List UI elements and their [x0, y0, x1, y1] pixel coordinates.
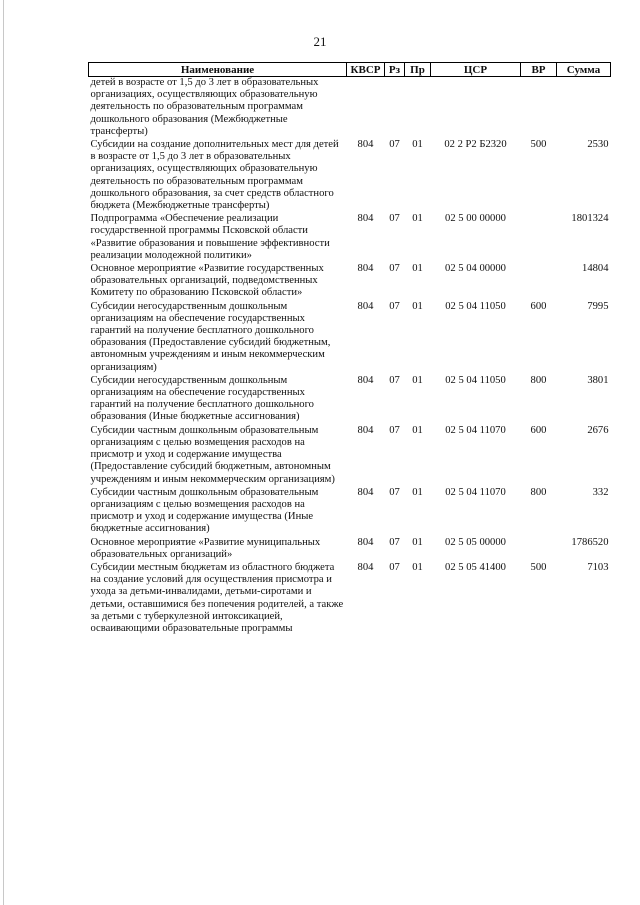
- budget-table: [88, 62, 611, 636]
- table-row: [89, 301, 611, 375]
- table-row: [89, 263, 611, 301]
- row-kvsr-cell: 804: [357, 300, 374, 312]
- row-kvsr-cell: 804: [357, 139, 374, 151]
- row-csr-cell: 02 5 04 00000: [445, 263, 506, 275]
- row-sum-cell: 1801324: [571, 213, 609, 225]
- row-name-cell: Подпрограмма «Обеспечение реализации государственной программы Псковской области «Развитие образования и повышение эффективности реализации молодежной политики»: [90, 213, 330, 261]
- row-name-cell: Субсидии негосударственным дошкольным организациям на обеспечение государственных гарантий на получение бесплатного дошкольного образования (Предоставление субсидий бюджетным, автономным учреждениям и иным некоммерческим организациям): [90, 300, 331, 373]
- row-vr-cell: [521, 537, 557, 562]
- column-header-csr: ЦСР: [431, 63, 521, 77]
- row-sum-cell: 7103: [587, 561, 609, 573]
- row-sum-cell: 7995: [587, 300, 609, 312]
- row-rz-cell: 07: [389, 300, 400, 312]
- row-vr-cell: [521, 77, 557, 140]
- column-header-pr: Пр: [405, 63, 431, 77]
- table-row: [89, 139, 611, 213]
- row-csr-cell: 02 5 05 00000: [445, 536, 506, 548]
- row-vr-cell: 600: [530, 424, 547, 436]
- row-csr-cell: 02 5 05 41400: [445, 561, 506, 573]
- row-rz-cell: 07: [389, 374, 400, 386]
- row-name-cell: Основное мероприятие «Развитие муниципальных образовательных организаций»: [90, 536, 321, 560]
- row-kvsr-cell: 804: [357, 263, 374, 275]
- row-kvsr-cell: 804: [357, 486, 374, 498]
- row-pr-cell: 01: [412, 139, 423, 151]
- row-kvsr-cell: 804: [357, 213, 374, 225]
- row-sum-cell: 1786520: [571, 536, 609, 548]
- row-pr-cell: 01: [412, 561, 423, 573]
- table-row: [89, 213, 611, 263]
- row-csr-cell: [431, 77, 521, 140]
- column-header-sum: Сумма: [557, 63, 611, 77]
- table-row: [89, 537, 611, 562]
- row-name-cell: Субсидии негосударственным дошкольным организациям на обеспечение государственных гарантий на получение бесплатного дошкольного образования (Иные бюджетные ассигнования): [90, 374, 314, 423]
- row-vr-cell: 800: [530, 486, 547, 498]
- row-kvsr-cell: [347, 77, 385, 140]
- row-kvsr-cell: 804: [357, 536, 374, 548]
- row-rz-cell: 07: [389, 213, 400, 225]
- column-header-vr: ВР: [521, 63, 557, 77]
- table-row: [89, 375, 611, 425]
- row-sum-cell: 332: [592, 486, 609, 498]
- column-header-name: Наименование: [89, 63, 347, 77]
- row-sum-cell: 2676: [587, 424, 609, 436]
- row-sum-cell: 3801: [587, 374, 609, 386]
- scan-edge-line: [3, 0, 4, 905]
- row-name-cell: Субсидии местным бюджетам из областного бюджета на создание условий для осуществления присмотра и ухода за детьми-инвалидами, детьми-сиротами и детьми, оставшимися без попечения родителей, а также за детьми с туберкулезной интоксикацией, осваивающими образовательные программы: [90, 561, 344, 634]
- row-pr-cell: 01: [412, 486, 423, 498]
- row-vr-cell: [521, 263, 557, 301]
- row-csr-cell: 02 2 Р2 Б2320: [444, 139, 507, 151]
- row-vr-cell: 600: [530, 300, 547, 312]
- row-csr-cell: 02 5 04 11050: [445, 374, 506, 386]
- column-header-rz: Рз: [385, 63, 405, 77]
- row-rz-cell: 07: [389, 263, 400, 275]
- row-vr-cell: 500: [530, 139, 547, 151]
- page-number: 21: [313, 34, 327, 49]
- row-pr-cell: 01: [412, 374, 423, 386]
- row-csr-cell: 02 5 04 11070: [445, 424, 506, 436]
- row-kvsr-cell: 804: [357, 424, 374, 436]
- row-csr-cell: 02 5 04 11070: [445, 486, 506, 498]
- row-vr-cell: 500: [530, 561, 547, 573]
- row-sum-cell: 2530: [587, 139, 609, 151]
- row-name-cell: детей в возрасте от 1,5 до 3 лет в образовательных организациях, осуществляющих образовательную деятельность по образовательным программам дошкольного образования (Межбюджетные трансферты): [90, 77, 319, 137]
- row-rz-cell: 07: [389, 536, 400, 548]
- row-vr-cell: [521, 213, 557, 263]
- row-kvsr-cell: 804: [357, 561, 374, 573]
- row-rz-cell: [385, 77, 405, 140]
- row-pr-cell: 01: [412, 424, 423, 436]
- row-name-cell: Основное мероприятие «Развитие государственных образовательных организаций, подведомственных Комитету по образованию Псковской области»: [90, 263, 324, 299]
- table-header-row: [89, 63, 611, 77]
- row-name-cell: Субсидии частным дошкольным образовательным организациям с целью возмещения расходов на присмотр и уход и содержание имущества (Предоставление субсидий бюджетным, автономным учреждениям и иным некоммерческим организациям): [90, 424, 335, 485]
- row-pr-cell: [405, 77, 431, 140]
- row-pr-cell: 01: [412, 536, 423, 548]
- row-rz-cell: 07: [389, 486, 400, 498]
- row-vr-cell: 800: [530, 374, 547, 386]
- row-name-cell: Субсидии частным дошкольным образовательным организациям с целью возмещения расходов на присмотр и уход и содержание имущества (Иные бюджетные ассигнования): [90, 486, 319, 535]
- row-csr-cell: 02 5 04 11050: [445, 300, 506, 312]
- column-header-kvsr: КВСР: [347, 63, 385, 77]
- row-pr-cell: 01: [412, 213, 423, 225]
- row-rz-cell: 07: [389, 424, 400, 436]
- row-sum-cell: [557, 77, 611, 140]
- row-pr-cell: 01: [412, 300, 423, 312]
- table-row: [89, 562, 611, 636]
- row-rz-cell: 07: [389, 561, 400, 573]
- table-row: [89, 425, 611, 487]
- row-csr-cell: 02 5 00 00000: [445, 213, 506, 225]
- table-row: [89, 487, 611, 537]
- row-rz-cell: 07: [389, 139, 400, 151]
- row-kvsr-cell: 804: [357, 374, 374, 386]
- row-name-cell: Субсидии на создание дополнительных мест для детей в возрасте от 1,5 до 3 лет в образовательных организациях, осуществляющих образовательную деятельность по образовательным программам дошкольного образования, за счет средств областного бюджета (Межбюджетные трансферты): [90, 139, 339, 212]
- row-pr-cell: 01: [412, 263, 423, 275]
- row-sum-cell: 14804: [582, 263, 609, 275]
- table-row: [89, 77, 611, 140]
